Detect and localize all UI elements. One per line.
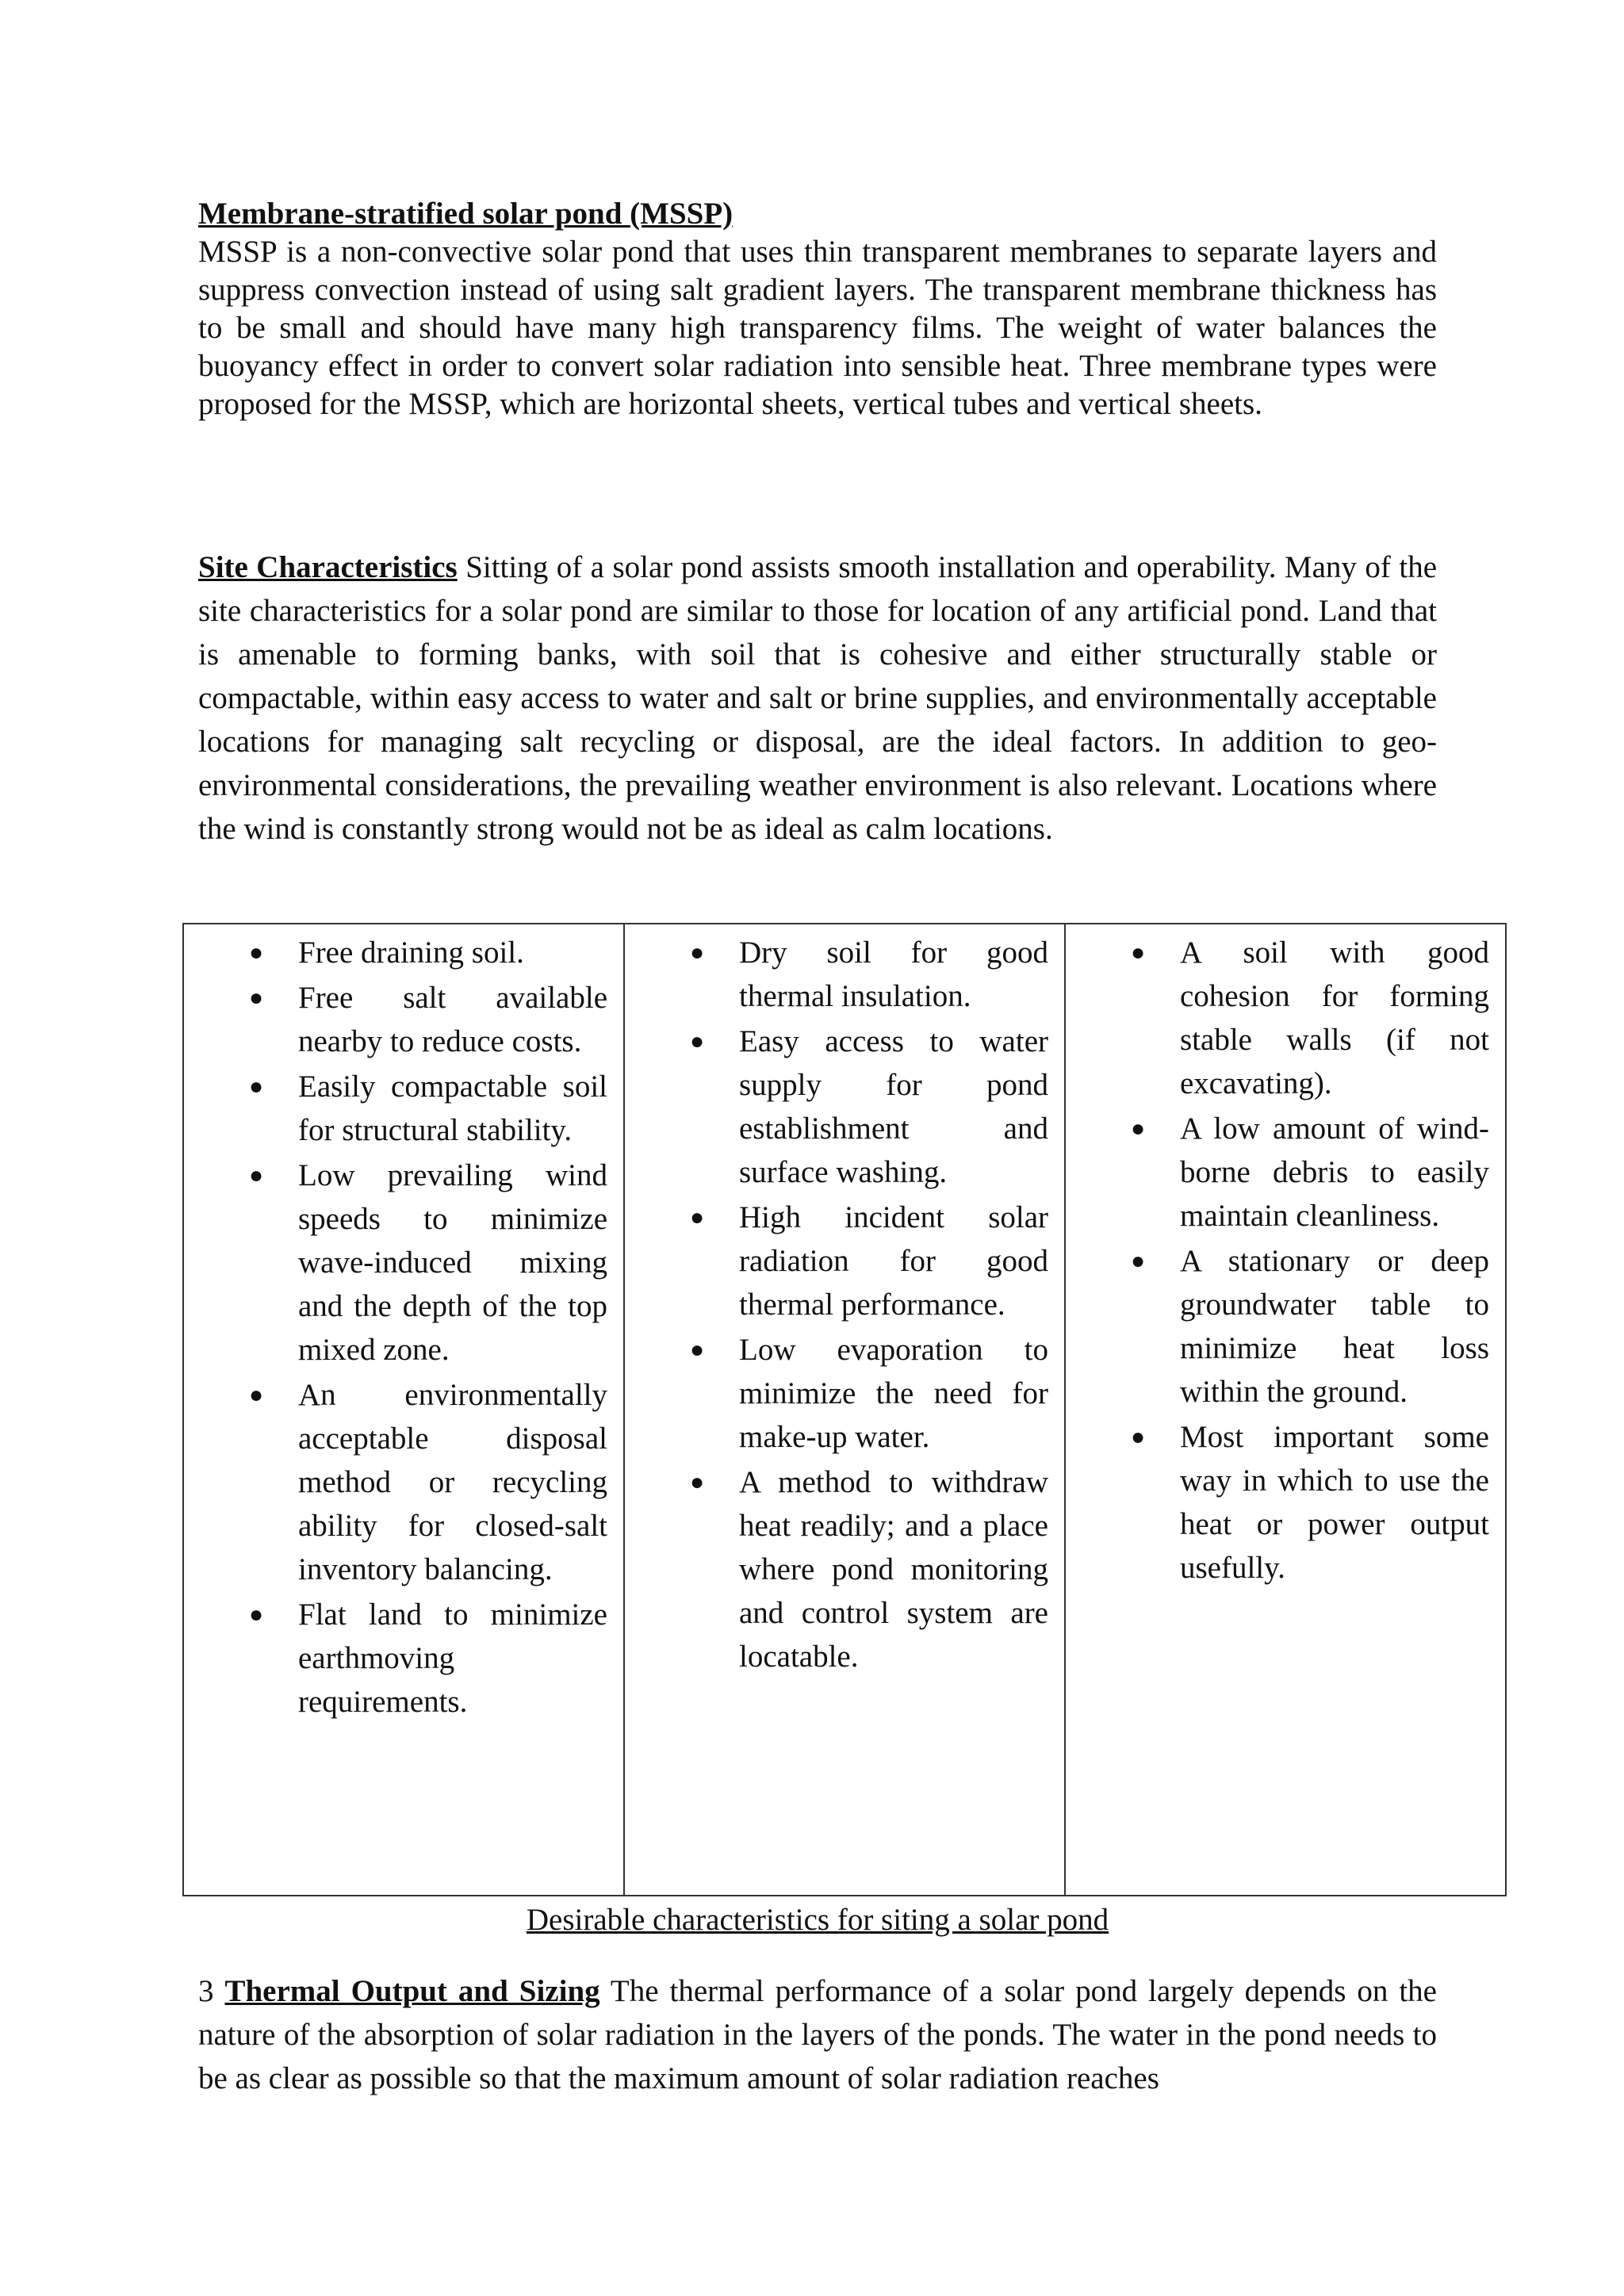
list-item-text: A soil with good cohesion for forming stable walls (if not excavating).: [1180, 936, 1489, 1100]
thermal-output-paragraph: [198, 1969, 1437, 2100]
site-characteristics-heading: Site Characteristics: [198, 550, 458, 584]
list-item: [625, 931, 1048, 1018]
table-column-2: [624, 924, 1065, 1896]
bullet-icon: ●: [690, 939, 705, 966]
bullet-icon: ●: [249, 1073, 264, 1100]
list-item: [625, 1196, 1048, 1326]
list-item: [1066, 1239, 1489, 1414]
bullet-icon: ●: [1131, 1115, 1146, 1142]
list-item: [184, 931, 607, 974]
table-caption-text: Desirable characteristics for siting a solar pond: [526, 1903, 1109, 1937]
bullet-icon: ●: [690, 1028, 705, 1054]
list-item: [184, 1373, 607, 1591]
list-item: [184, 1593, 607, 1724]
column-1-list: [184, 931, 607, 1724]
list-item-text: An environmentally acceptable disposal method or recycling ability for closed-salt inventory balancing.: [298, 1378, 607, 1586]
bullet-icon: ●: [690, 1204, 705, 1230]
list-item: [1066, 1107, 1489, 1238]
bullet-icon: ●: [1131, 939, 1146, 966]
list-item-text: Easy access to water supply for pond establishment and surface washing.: [739, 1024, 1048, 1189]
list-item-text: High incident solar radiation for good thermal performance.: [739, 1200, 1048, 1322]
table-column-3: [1065, 924, 1506, 1896]
column-3-list: [1066, 931, 1489, 1590]
list-item-text: Dry soil for good thermal insulation.: [739, 936, 1048, 1013]
list-item-text: Free salt available nearby to reduce costs.: [298, 981, 607, 1058]
thermal-output-heading: Thermal Output and Sizing: [224, 1974, 600, 2008]
thermal-output-text: The thermal performance of a solar pond largely depends on the nature of the absorption of solar radiation in the layers of the ponds. The water in the pond needs to be as clear as possible so that the maximum amount of solar radiation reaches: [198, 1974, 1437, 2095]
list-item-text: Low evaporation to minimize the need for make-up water.: [739, 1333, 1048, 1454]
site-characteristics-paragraph: [198, 545, 1437, 851]
list-item-text: Flat land to minimize earthmoving requirements.: [298, 1598, 607, 1719]
mssp-paragraph: MSSP is a non-convective solar pond that uses thin transparent membranes to separate layers and suppress convection instead of using salt gradient layers. The transparent membrane thickness has to be small and should have many high transparency films. The weight of water balances the buoyancy effect in order to convert solar radiation into sensible heat. Three membrane types were proposed for the MSSP, which are horizontal sheets, vertical tubes and vertical sheets.: [198, 235, 1437, 421]
bullet-icon: ●: [1131, 1248, 1146, 1274]
list-item: [184, 1154, 607, 1372]
bullet-icon: ●: [249, 939, 264, 966]
list-item-text: Free draining soil.: [298, 936, 524, 970]
list-item-text: Easily compactable soil for structural stability.: [298, 1070, 607, 1147]
bullet-icon: ●: [249, 985, 264, 1011]
mssp-heading: Membrane-stratified solar pond (MSSP): [198, 197, 733, 231]
list-item: [1066, 1415, 1489, 1590]
list-item-text: Low prevailing wind speeds to minimize wave-induced mixing and the depth of the top mixed zone.: [298, 1158, 607, 1367]
list-item: [625, 1328, 1048, 1459]
list-item-text: Most important some way in which to use the heat or power output usefully.: [1180, 1420, 1489, 1585]
table-caption: [182, 1901, 1453, 1939]
bullet-icon: ●: [249, 1162, 264, 1188]
bullet-icon: ●: [1131, 1424, 1146, 1450]
list-item-text: A low amount of wind-borne debris to easily maintain cleanliness.: [1180, 1112, 1489, 1233]
table-column-1: [183, 924, 624, 1896]
bullet-icon: ●: [690, 1469, 705, 1495]
bullet-icon: ●: [249, 1382, 264, 1408]
bullet-icon: ●: [249, 1601, 264, 1628]
list-item: [1066, 931, 1489, 1105]
list-item: [625, 1460, 1048, 1678]
list-item-text: A method to withdraw heat readily; and a place where pond monitoring and control system are locatable.: [739, 1465, 1048, 1674]
table-row: [183, 924, 1506, 1896]
list-item: [184, 976, 607, 1063]
siting-characteristics-table: [182, 923, 1507, 1896]
site-characteristics-text: Sitting of a solar pond assists smooth installation and operability. Many of the site characteristics for a solar pond are similar to those for location of any artificial pond. Land that is amenable to forming banks, with soil that is cohesive and either structurally stable or compactable, within easy access to water and salt or brine supplies, and environmentally acceptable locations for managing salt recycling or disposal, are the ideal factors. In addition to geo-environmental considerations, the prevailing weather environment is also relevant. Locations where the wind is constantly strong would not be as ideal as calm locations.: [198, 550, 1437, 846]
list-item: [625, 1020, 1048, 1194]
list-item: [184, 1065, 607, 1152]
bullet-icon: ●: [690, 1337, 705, 1363]
section-number: 3: [198, 1974, 225, 2008]
column-2-list: [625, 931, 1048, 1678]
list-item-text: A stationary or deep groundwater table to minimize heat loss within the ground.: [1180, 1244, 1489, 1409]
